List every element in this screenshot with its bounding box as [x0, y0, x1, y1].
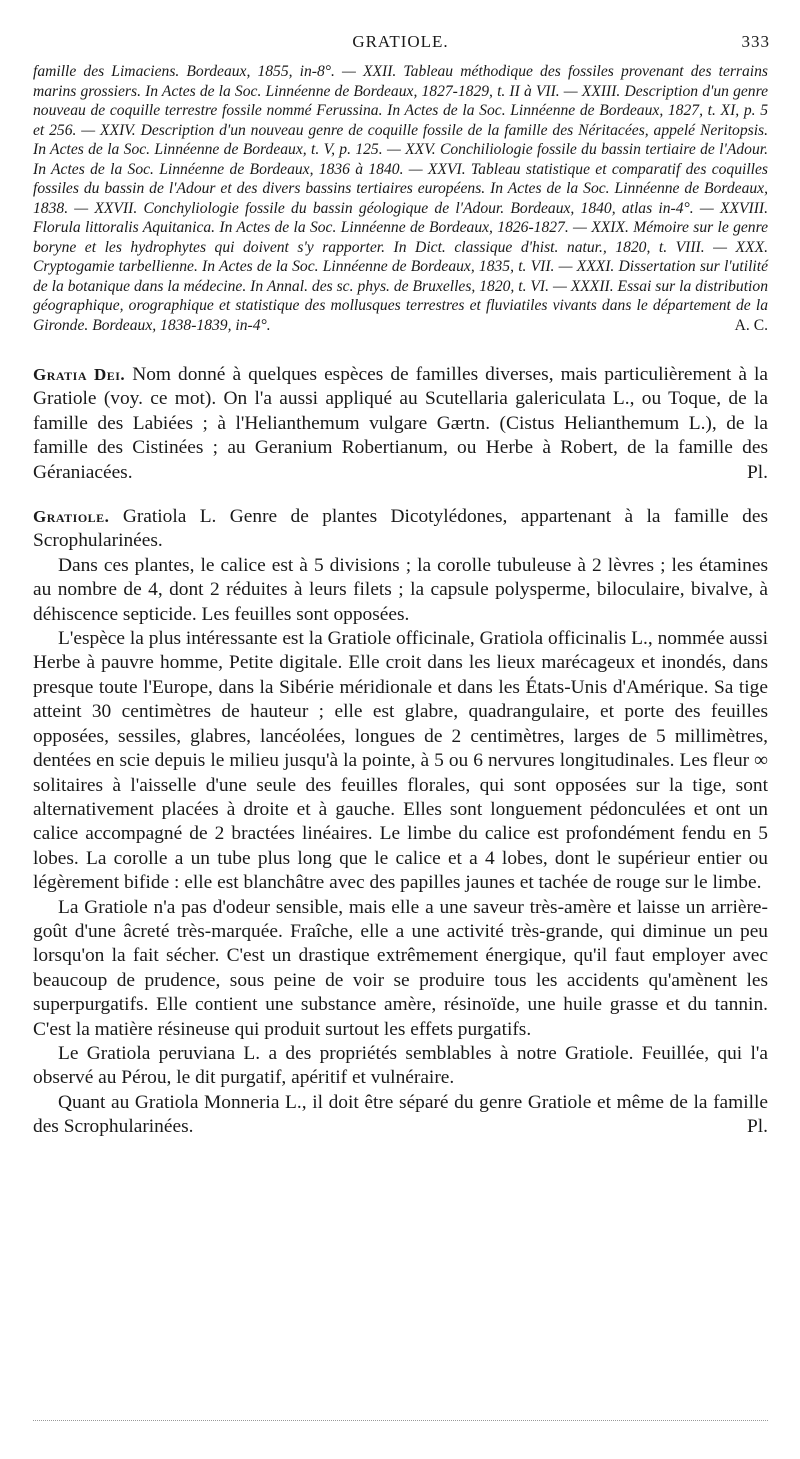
headword-gratiole: Gratiole.: [33, 507, 110, 527]
page-number: 333: [741, 32, 770, 51]
gratiole-signature: Pl.: [746, 1116, 768, 1138]
running-head: [33, 28, 768, 54]
bottom-rule: [33, 1420, 768, 1421]
paragraph: Quant au Gratiola Monneria L., il doit être séparé du genre Gratiole et même de la famille des Scrophularinées.: [33, 1091, 768, 1138]
gratiole-intro: Gratiola L. Genre de plantes Dicotylédones, appartenant à la famille des Scrophularinées.: [33, 506, 768, 552]
entry-gratiole: [33, 505, 768, 1140]
paragraph: Le Gratiola peruviana L. a des propriétés semblables à notre Gratiole. Feuillée, qui l'a observé au Pérou, le dit purgatif, apéritif et vulnéraire.: [33, 1042, 768, 1089]
gratia-dei-text: Nom donné à quelques espèces de familles diverses, mais particulièrement à la Gratiole (voy. ce mot). On l'a aussi appliqué au Scutellaria galericulata L., ou Toque, de la famille des Labiées ; à l'Helianthemum vulgare Gærtn. (Cistus Helianthemum L.), de la famille des Cistinées ; au Geranium Robertianum, ou Herbe à Robert, de la famille des Géraniacées.: [33, 364, 768, 483]
paragraph: L'espèce la plus intéressante est la Gratiole officinale, Gratiola officinalis L., nommée aussi Herbe à pauvre homme, Petite digitale. Elle croit dans les lieux marécageux et inondés, dans presque toute l'Europe, dans la Sibérie méridionale et dans les États-Unis d'Amérique. Sa tige atteint 30 centimètres de hauteur ; elle est glabre, quadrangulaire, et porte des feuilles opposées, sessiles, glabres, lancéolées, longues de 2 centimètres, larges de 5 millimètres, dentées en scie depuis le milieu jusqu'à la pointe, à 5 ou 6 nervures longitudinales. Les fleur ∞ solitaires à l'aisselle d'une seule des feuilles florales, qui sont opposées sur la tige, sont alternativement placées à droite et à gauche. Elles sont longuement pédonculées et ont un calice accompagné de 2 bractées linéaires. Le limbe du calice est profondément fendu en 5 lobes. La corolle a un tube plus long que le calice et a 4 lobes, dont le supérieur entier ou légèrement bifide : elle est blanchâtre avec des papilles jaunes et tachée de rouge sur le limbe.: [33, 628, 768, 894]
paragraph: Dans ces plantes, le calice est à 5 divisions ; la corolle tubuleuse à 2 lèvres ; les étamines au nombre de 4, dont 2 réduites à leurs filets ; la capsule polysperme, biloculaire, bivalve, à déhiscence septicide. Les feuilles sont opposées.: [33, 554, 768, 625]
headword-gratia-dei: Gratia Dei.: [33, 365, 126, 384]
paragraph: La Gratiole n'a pas d'odeur sensible, mais elle a une saveur très-amère et laisse un arrière-goût d'une âcreté très-marquée. Fraîche, elle a une activité très-grande, qui diminue un peu lorsqu'on la fait sécher. C'est un drastique extrêmement énergique, qu'il faut employer avec beaucoup de prudence, sous peine de voir se produire tous les accidents qu'amènent les superpurgatifs. Elle contient une substance amère, résinoïde, une huile grasse et du tannin. C'est la matière résineuse qui produit surtout les effets purgatifs.: [33, 896, 768, 1040]
bibliography-text: famille des Limaciens. Bordeaux, 1855, in-8°. — XXII. Tableau méthodique des fossiles provenant des terrains marins grossiers. In Actes de la Soc. Linnéenne de Bordeaux, 1827-1829, t. II à VII. — XXIII. Description d'un genre nouveau de coquille terrestre fossile nommé Ferussina. In Actes de la Soc. Linnéenne de Bordeaux, 1827, t. XI, p. 5 et 256. — XXIV. Description d'un nouveau genre de coquille fossile de la famille des Néritacées, appelé Neritopsis. In Actes de la Soc. Linnéenne de Bordeaux, t. V, p. 125. — XXV. Conchiliologie fossile du bassin tertiaire de l'Adour. In Actes de la Soc. Linnéenne de Bordeaux, 1836 à 1840. — XXVI. Tableau statistique et comparatif des coquilles fossiles du bassin de l'Adour et des divers bassins tertiaires européens. In Actes de la Soc. Linnéenne de Bordeaux, 1838. — XXVII. Conchyliologie fossile du bassin géologique de l'Adour. Bordeaux, 1840, atlas in-4°. — XXVIII. Florula littoralis Aquitanica. In Actes de la Soc. Linnéenne de Bordeaux, 1826-1827. — XXIX. Mémoire sur le genre boryne et les hydrophytes qui doivent s'y rapporter. In Dict. classique d'hist. natur., 1820, t. VIII. — XXX. Cryptogamie tarbellienne. In Actes de la Soc. Linnéenne de Bordeaux, 1835, t. VII. — XXXI. Dissertation sur l'utilité de la botanique dans la médecine. In Annal. des sc. phys. de Bruxelles, 1820, t. VI. — XXXII. Essai sur la distribution géographique, orographique et statistique des mollusques terrestres et fluviatiles vivants dans le département de la Gironde. Bordeaux, 1838-1839, in-4°.: [33, 63, 768, 334]
bibliography-block: [33, 62, 768, 335]
page: [33, 28, 768, 1140]
bibliography-signature: A. C.: [734, 316, 768, 334]
entry-gratia-dei: [33, 363, 768, 485]
gratia-dei-signature: Pl.: [746, 461, 768, 483]
running-title: GRATIOLE.: [352, 32, 449, 51]
